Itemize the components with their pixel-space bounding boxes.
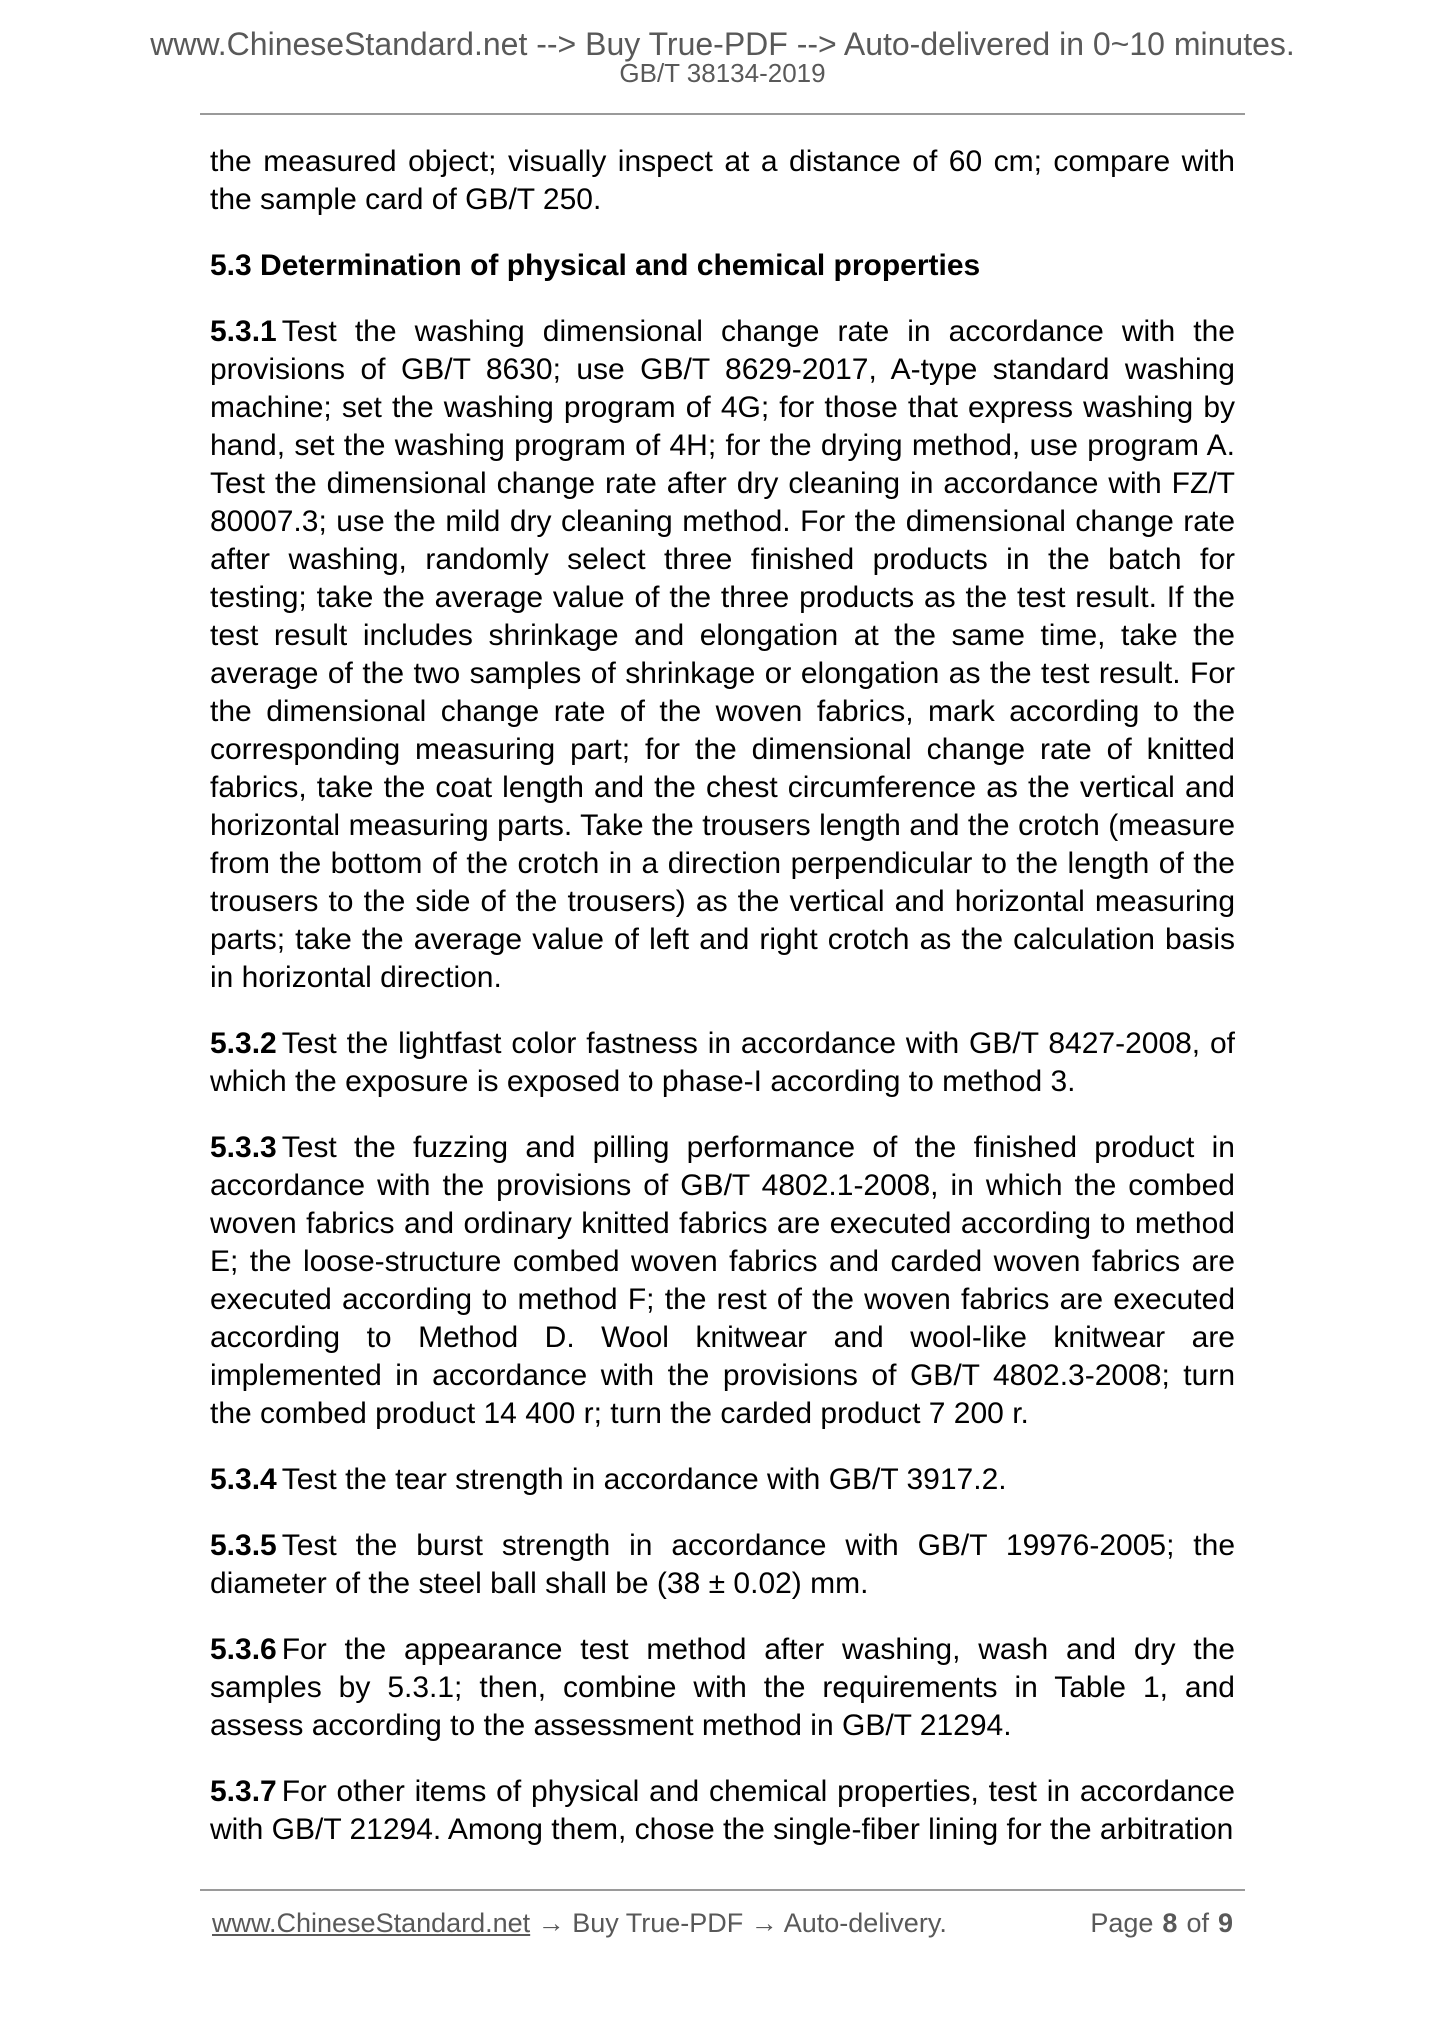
footer-tagline: → Buy True-PDF → Auto-delivery. [530,1908,947,1938]
clause-paragraph [210,313,1235,997]
page-footer [200,1889,1245,1939]
clause-paragraph [210,1025,1235,1101]
clause-paragraph [210,1461,1235,1499]
clause-paragraph [210,1129,1235,1433]
clause-text: Test the lightfast color fastness in accordance with GB/T 8427-2008, of which the exposure is exposed to phase-I according to method 3. [210,1027,1235,1098]
intro-paragraph: the measured object; visually inspect at a distance of 60 cm; compare with the sample card of GB/T 250. [210,145,1235,216]
page-total: 9 [1217,1908,1233,1938]
header-tagline: www.ChineseStandard.net --> Buy True-PDF --> Auto-delivered in 0~10 minutes. [150,26,1295,62]
clause-number: 5.3.5 [210,1529,277,1562]
footer-site-link[interactable]: www.ChineseStandard.net [212,1908,531,1938]
clause-text: For the appearance test method after washing, wash and dry the samples by 5.3.1; then, combine with the requirements in Table 1, and assess according to the assessment method in GB/T 21294. [210,1633,1235,1742]
header-doc-number: GB/T 38134-2019 [619,58,826,88]
clause-number: 5.3.3 [210,1131,277,1164]
clause-number: 5.3.2 [210,1027,277,1060]
clause-text: Test the washing dimensional change rate in accordance with the provisions of GB/T 8630; use GB/T 8629-2017, A-type standard washing machine; set the washing program of 4G; for those that express washing by hand, set the washing program of 4H; for the drying method, use program A. Test the dimensional change rate after dry cleaning in accordance with FZ/T 80007.3; use the mild dry cleaning method. For the dimensional change rate after washing, randomly select three finished products in the batch for testing; take the average value of the three products as the test result. If the test result includes shrinkage and elongation at the same time, take the average of the two samples of shrinkage or elongation as the test result. For the dimensional change rate of the woven fabrics, mark according to the corresponding measuring part; for the dimensional change rate of knitted fabrics, take the coat length and the chest circumference as the vertical and horizontal measuring parts. Take the trousers length and the crotch (measure from the bottom of the crotch in a direction perpendicular to the length of the trousers to the side of the trousers) as the vertical and horizontal measuring parts; take the average value of left and right crotch as the calculation basis in horizontal direction. [210,315,1235,994]
clause-paragraph [210,1527,1235,1603]
clause-number: 5.3.4 [210,1463,277,1496]
clause-text: For other items of physical and chemical properties, test in accordance with GB/T 21294. Among them, chose the single-fiber lining for the arbitration [210,1775,1235,1846]
page-indicator [1090,1908,1233,1939]
section-heading: 5.3 Determination of physical and chemical properties [210,249,981,282]
page-header [0,0,1445,87]
clause-text: Test the burst strength in accordance with GB/T 19976-2005; the diameter of the steel ball shall be (38 ± 0.02) mm. [210,1529,1235,1600]
clause-number: 5.3.1 [210,315,277,348]
clause-text: Test the tear strength in accordance with GB/T 3917.2. [281,1463,1007,1496]
clause-number: 5.3.7 [210,1775,277,1808]
page-current: 8 [1162,1908,1178,1938]
header-divider [200,113,1245,115]
clause-paragraph [210,1773,1235,1849]
page-label: Page [1090,1908,1154,1938]
clause-paragraph [210,1631,1235,1745]
footer-left [212,1908,947,1939]
clause-text: Test the fuzzing and pilling performance of the finished product in accordance with the provisions of GB/T 4802.1-2008, in which the combed woven fabrics and ordinary knitted fabrics are executed according to method E; the loose-structure combed woven fabrics and carded woven fabrics are executed according to method F; the rest of the woven fabrics are executed according to Method D. Wool knitwear and wool-like knitwear are implemented in accordance with the provisions of GB/T 4802.3-2008; turn the combed product 14 400 r; turn the carded product 7 200 r. [210,1131,1235,1430]
document-body [210,143,1235,1849]
clause-number: 5.3.6 [210,1633,277,1666]
of-label: of [1186,1908,1209,1938]
